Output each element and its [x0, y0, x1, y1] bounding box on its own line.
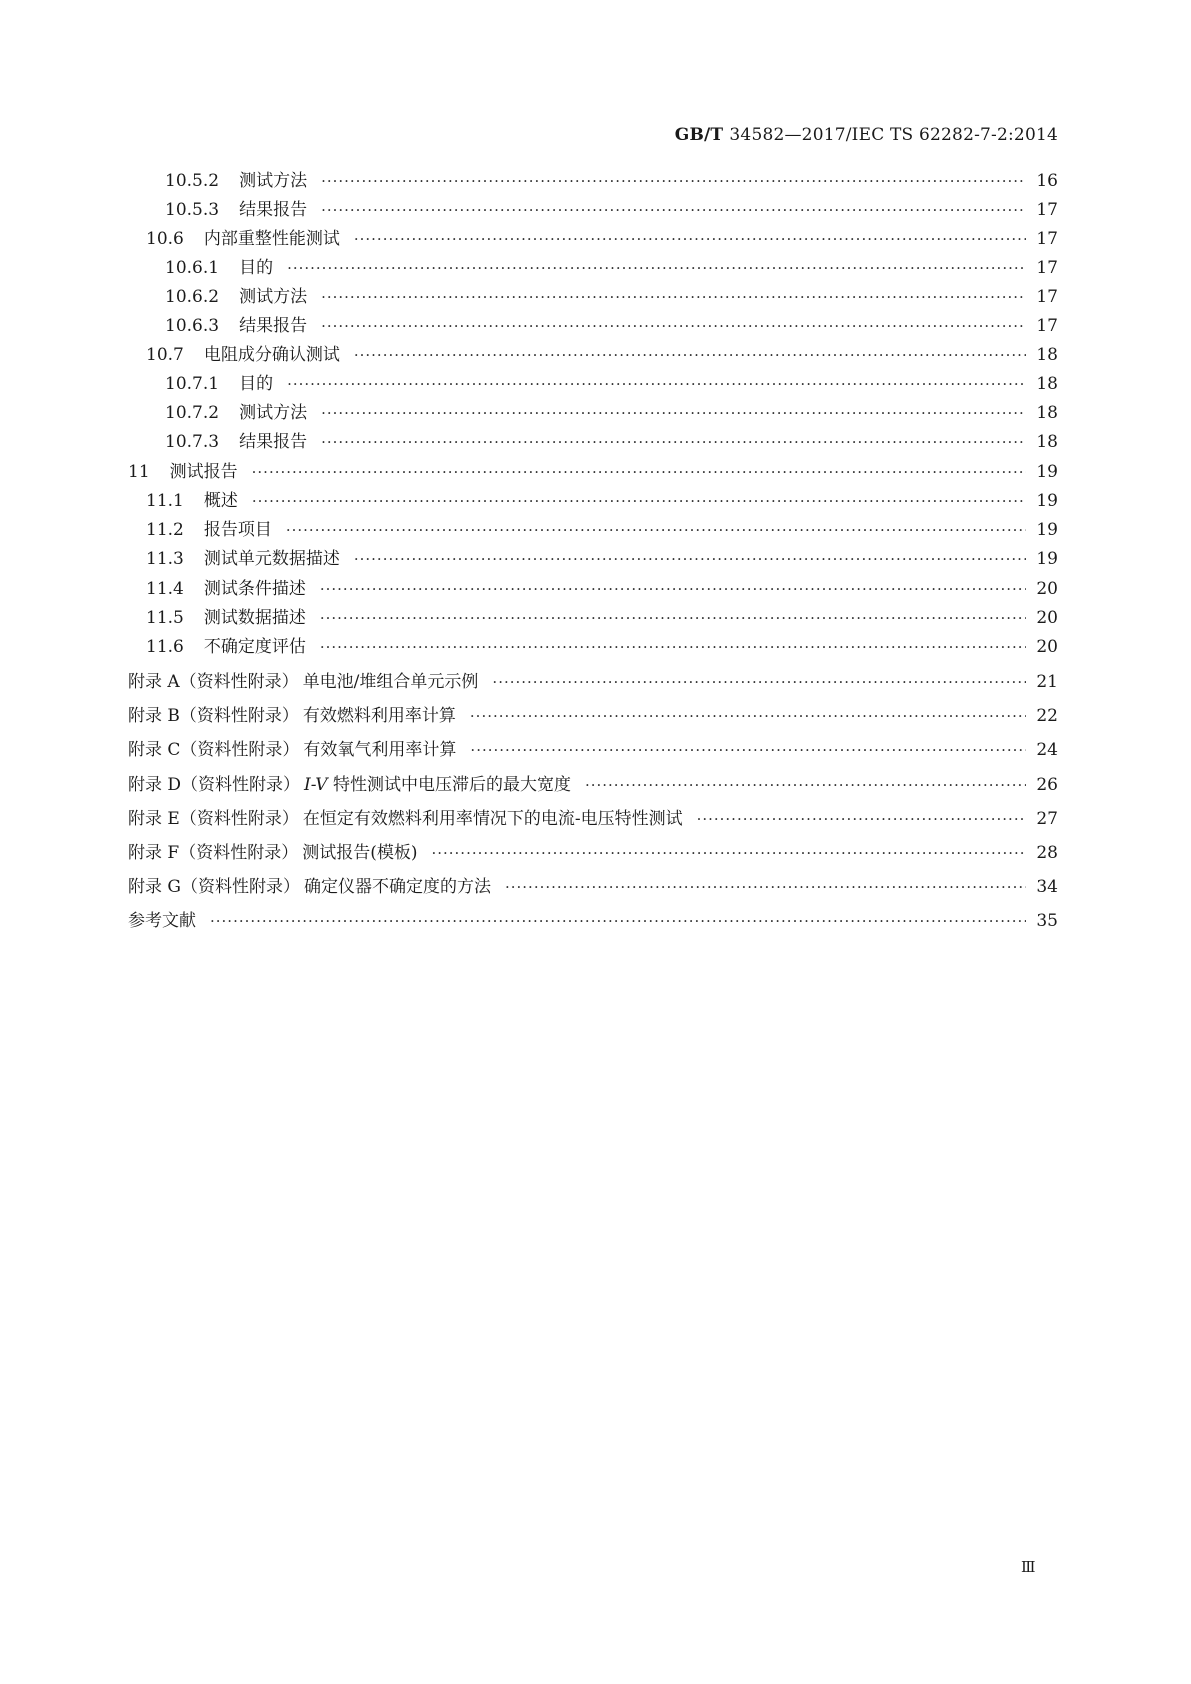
- toc-entry-number: 11.5: [146, 608, 184, 628]
- toc-entry-page: 26: [1036, 775, 1058, 795]
- page-number: Ⅲ: [1021, 1558, 1036, 1576]
- toc-entry-annex-c[interactable]: [128, 739, 1058, 761]
- toc-entry-annex-a[interactable]: [128, 671, 1058, 693]
- toc-leader-dots: [252, 490, 1027, 512]
- toc-leader-dots: [252, 461, 1027, 483]
- toc-entry[interactable]: [146, 607, 1058, 629]
- toc-entry[interactable]: [146, 636, 1058, 658]
- toc-entry-number: 11: [128, 462, 150, 482]
- toc-entry-page: 19: [1036, 520, 1058, 540]
- toc-entry-title: 测试条件描述: [203, 579, 306, 599]
- toc-entry-title: 结果报告: [239, 200, 308, 220]
- toc-entry-title: 电阻成分确认测试: [203, 345, 340, 365]
- toc-entry-number: 附录 B（资料性附录）: [128, 706, 299, 726]
- toc-entry-title: 目的: [239, 374, 274, 394]
- toc-entry-page: 20: [1036, 637, 1058, 657]
- toc-entry[interactable]: [165, 315, 1058, 337]
- toc-leader-dots: [354, 344, 1027, 366]
- toc-entry-page: 16: [1036, 171, 1058, 191]
- toc-entry[interactable]: [146, 344, 1058, 366]
- toc-leader-dots: [210, 910, 1026, 932]
- toc-leader-dots: [287, 373, 1026, 395]
- toc-entry-annex-b[interactable]: [128, 705, 1058, 727]
- toc-leader-dots: [321, 199, 1026, 221]
- toc-entry-number: 10.7: [146, 345, 184, 365]
- toc-entry[interactable]: [165, 373, 1058, 395]
- toc-entry-page: 17: [1036, 287, 1058, 307]
- toc-entry-title: 测试报告: [169, 462, 238, 482]
- toc-leader-dots: [287, 257, 1026, 279]
- toc-entry-title: [304, 774, 571, 796]
- toc-entry[interactable]: [146, 519, 1058, 541]
- toc-leader-dots: [697, 808, 1027, 830]
- toc-entry-annex-d[interactable]: [128, 774, 1058, 796]
- standard-code: GB/T: [674, 125, 724, 145]
- toc-entry-title: 有效燃料利用率计算: [302, 706, 456, 726]
- toc-entry-number: 附录 E（资料性附录）: [128, 809, 299, 829]
- toc-entry-title: 测试方法: [239, 403, 308, 423]
- toc-entry[interactable]: [165, 402, 1058, 424]
- toc-entry-page: 17: [1036, 258, 1058, 278]
- toc-entry-title: 测试单元数据描述: [203, 549, 340, 569]
- toc-entry-number: 10.7.2: [165, 403, 220, 423]
- toc-entry-number: 附录 C（资料性附录）: [128, 740, 300, 760]
- toc-leader-dots: [585, 774, 1026, 796]
- toc-leader-dots: [321, 402, 1026, 424]
- toc-entry-title: 测试方法: [239, 171, 308, 191]
- toc-entry-title: 测试方法: [239, 287, 308, 307]
- toc-entry-page: 18: [1036, 345, 1058, 365]
- toc-entry-number: 10.6.1: [165, 258, 220, 278]
- toc-entry-number: 11.1: [146, 491, 184, 511]
- toc-entry-number: 附录 A（资料性附录）: [128, 672, 299, 692]
- toc-entry-title: 内部重整性能测试: [203, 229, 340, 249]
- toc-entry-number: 11.3: [146, 549, 184, 569]
- toc-entry-number: 11.6: [146, 637, 184, 657]
- standard-number: 34582—2017/IEC TS 62282-7-2:2014: [729, 125, 1058, 145]
- toc-entry-page: 27: [1036, 809, 1058, 829]
- toc-entry-page: 24: [1036, 740, 1058, 760]
- toc-leader-dots: [431, 842, 1026, 864]
- toc-entry-page: 18: [1036, 403, 1058, 423]
- toc-entry-number: 参考文献: [128, 911, 196, 931]
- toc-entry[interactable]: [165, 431, 1058, 453]
- toc-entry[interactable]: [165, 170, 1058, 192]
- toc-leader-dots: [321, 170, 1026, 192]
- toc-entry-page: 18: [1036, 374, 1058, 394]
- toc-leader-dots: [470, 739, 1026, 761]
- toc-entry-number: 附录 D（资料性附录）: [128, 775, 301, 795]
- toc-leader-dots: [321, 431, 1026, 453]
- toc-entry-number: 11.4: [146, 579, 184, 599]
- toc-entry-number: 附录 F（资料性附录）: [128, 843, 299, 863]
- toc-entry[interactable]: [165, 286, 1058, 308]
- toc-entry-page: 18: [1036, 432, 1058, 452]
- toc-entry-number: 10.6: [146, 229, 184, 249]
- toc-entry[interactable]: [165, 257, 1058, 279]
- toc-entry-number: 10.7.1: [165, 374, 220, 394]
- toc-entry-number: 11.2: [146, 520, 184, 540]
- toc-entry-page: 19: [1036, 462, 1058, 482]
- toc-entry-number: 10.5.2: [165, 171, 220, 191]
- toc-entry-page: 35: [1036, 911, 1058, 931]
- toc-entry[interactable]: [146, 548, 1058, 570]
- toc-entry-title: 目的: [239, 258, 274, 278]
- toc-leader-dots: [320, 578, 1027, 600]
- toc-entry-page: 21: [1036, 672, 1058, 692]
- toc-entry-annex-f[interactable]: [128, 842, 1058, 864]
- toc-entry-number: 10.7.3: [165, 432, 220, 452]
- toc-entry-annex-e[interactable]: [128, 808, 1058, 830]
- toc-leader-dots: [286, 519, 1027, 541]
- toc-entry-page: 22: [1036, 706, 1058, 726]
- toc-entry-title: 确定仪器不确定度的方法: [303, 877, 491, 897]
- toc-entry-page: 28: [1036, 843, 1058, 863]
- toc-leader-dots: [354, 228, 1027, 250]
- toc-entry-page: 17: [1036, 316, 1058, 336]
- toc-entry-title: 报告项目: [203, 520, 272, 540]
- toc-entry-number: 10.6.3: [165, 316, 220, 336]
- toc-entry-title: 在恒定有效燃料利用率情况下的电流-电压特性测试: [302, 809, 683, 829]
- toc-entry-number: 10.6.2: [165, 287, 220, 307]
- toc-entry-bibliography[interactable]: [128, 910, 1058, 932]
- toc-entry-page: 19: [1036, 549, 1058, 569]
- toc-entry-title: 概述: [203, 491, 238, 511]
- toc-entry-title-rest: 特性测试中电压滞后的最大宽度: [327, 775, 571, 795]
- toc-leader-dots: [320, 607, 1027, 629]
- toc-leader-dots: [492, 671, 1026, 693]
- toc-entry-page: 34: [1036, 877, 1058, 897]
- toc-leader-dots: [320, 636, 1027, 658]
- toc-entry[interactable]: [146, 228, 1058, 250]
- toc-leader-dots: [321, 315, 1026, 337]
- toc-entry-title: 结果报告: [239, 316, 308, 336]
- toc-entry-title: 结果报告: [239, 432, 308, 452]
- toc-entry-page: 17: [1036, 200, 1058, 220]
- toc-entry-title: 测试数据描述: [203, 608, 306, 628]
- toc-leader-dots: [321, 286, 1026, 308]
- toc-entry-number: 10.5.3: [165, 200, 220, 220]
- toc-entry[interactable]: [128, 461, 1058, 483]
- toc-leader-dots: [470, 705, 1026, 727]
- toc-entry-page: 20: [1036, 579, 1058, 599]
- toc-entry-page: 20: [1036, 608, 1058, 628]
- toc-entry-page: 17: [1036, 229, 1058, 249]
- toc-entry[interactable]: [146, 578, 1058, 600]
- toc-entry-title: 单电池/堆组合单元示例: [302, 672, 479, 692]
- toc-leader-dots: [505, 876, 1026, 898]
- toc-entry[interactable]: [146, 490, 1058, 512]
- toc-entry-number: 附录 G（资料性附录）: [128, 877, 300, 897]
- toc-entry-title: 不确定度评估: [203, 637, 306, 657]
- iv-italic-label: I-V: [304, 775, 328, 795]
- toc-entry-title: 有效氧气利用率计算: [303, 740, 457, 760]
- toc-entry-annex-g[interactable]: [128, 876, 1058, 898]
- toc-entry[interactable]: [165, 199, 1058, 221]
- toc-leader-dots: [354, 548, 1027, 570]
- toc-entry-page: 19: [1036, 491, 1058, 511]
- toc-entry-title: 测试报告(模板): [302, 843, 418, 863]
